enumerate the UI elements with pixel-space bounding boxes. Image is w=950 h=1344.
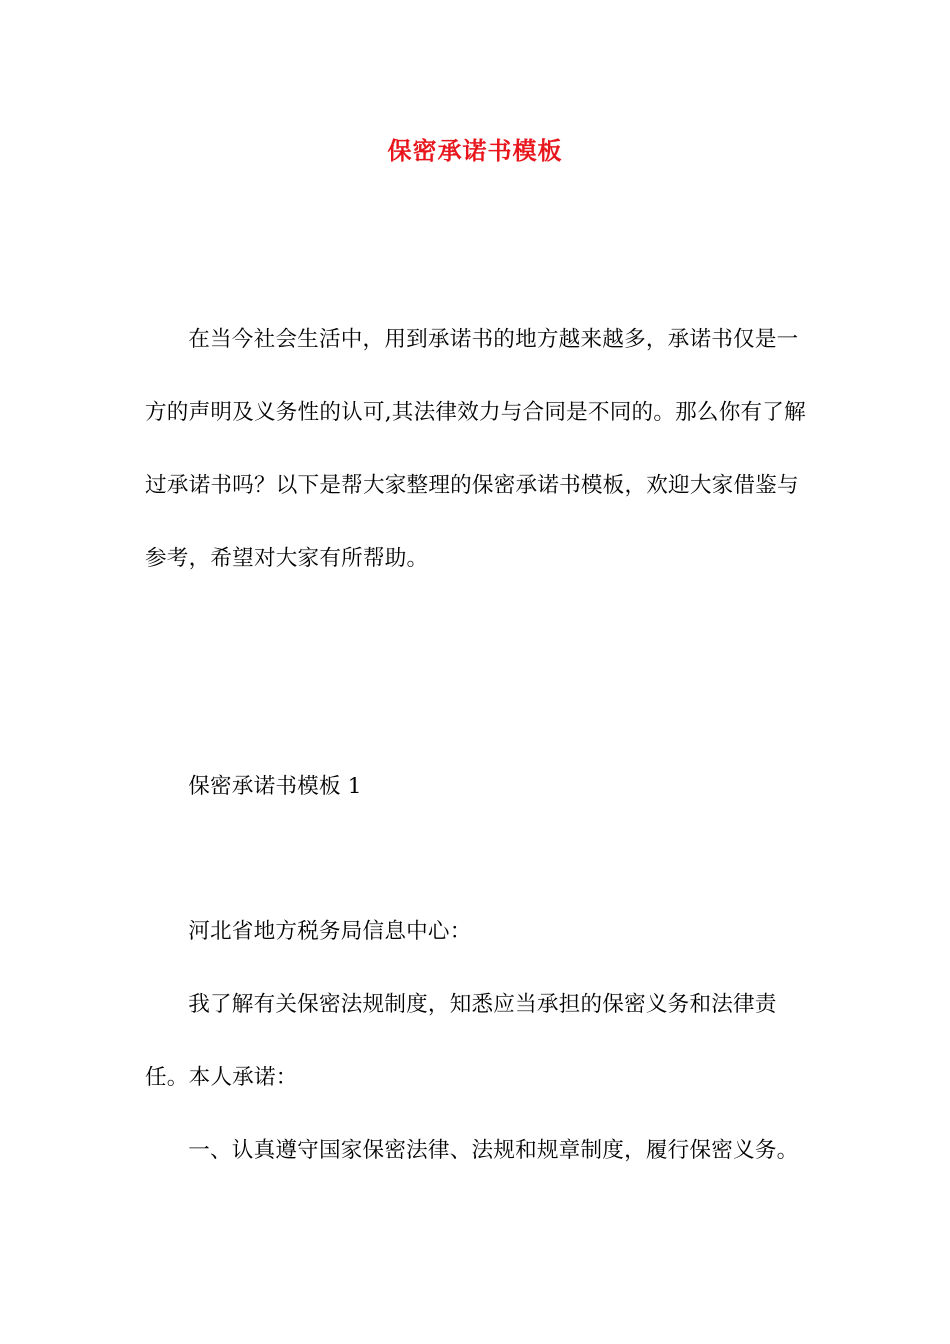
intro-paragraph: 在当今社会生活中，用到承诺书的地方越来越多，承诺书仅是一方的声明及义务性的认可,其法律效力与合同是不同的。那么你有了解过承诺书吗？以下是帮大家整理的保密承诺书模板，欢迎大家借鉴与参考，希望对大家有所帮助。 [145,327,806,571]
declaration-paragraph: 我了解有关保密法规制度，知悉应当承担的保密义务和法律责任。本人承诺： [145,992,777,1090]
addressee-line: 河北省地方税务局信息中心： [188,919,472,944]
section-heading: 保密承诺书模板 1 [188,774,362,799]
document-title: 保密承诺书模板 [387,136,563,165]
commitment-item: 一、认真遵守国家保密法律、法规和规章制度，履行保密义务。 [188,1138,799,1163]
